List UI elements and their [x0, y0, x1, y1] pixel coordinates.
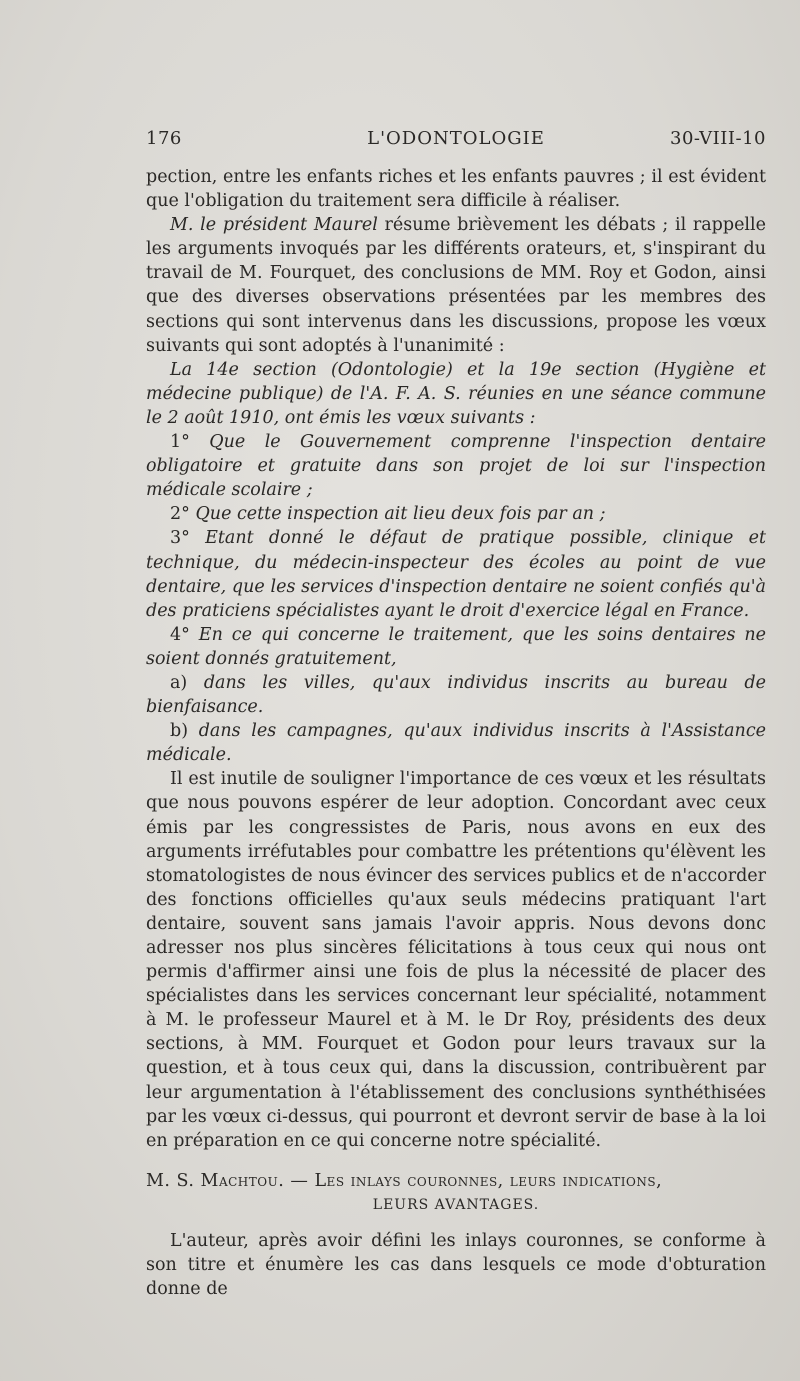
resolution-1 [146, 430, 766, 502]
resolution-intro: La 14e section (Odontologie) et la 19e section (Hygiène et médecine publique) de l'A. F. A. S. réunies en une séance commune le 2 août 1910, ont émis les vœux suivants : [146, 359, 766, 428]
resolution-4a [146, 671, 766, 719]
resolution-4b-label: b) [170, 721, 189, 742]
resolution-3-text: Etant donné le défaut de pratique possible, clinique et technique, du médecin-inspecteur des écoles au point de vue dentaire, que les services d'inspection dentaire ne soient confiés qu'à des praticiens spécialistes ayant le droit d'exercice légal en France. [146, 528, 766, 621]
resolution-3-number: 3° [170, 528, 190, 549]
resolution-1-text: Que le Gouvernement comprenne l'inspection dentaire obligatoire et gratuite dans son projet de loi sur l'inspection médicale scolaire ; [146, 432, 766, 501]
resolution-4 [146, 623, 766, 671]
page-number: 176 [146, 128, 182, 149]
resolution-1-number: 1° [170, 432, 190, 453]
paragraph-commentary: Il est inutile de souligner l'importance de ces vœux et les résultats que nous pouvons espérer de leur adoption. Concordant avec ceux émis par les congressistes de Paris, nous avons en eux des arguments irréfutables pour combattre les prétentions qu'élèvent les stomatologistes de nous évincer des services publics et de n'accorder des fonctions officielles qu'aux seuls médecins pratiquant l'art dentaire, souvent sans jamais l'avoir appris. Nous devons donc adresser nos plus sincères félicitations à tous ceux qui nous ont permis d'affirmer ainsi une fois de plus la nécessité de placer des spécialistes dans les services concernant leur spécialité, notamment à M. le professeur Maurel et à M. le Dr Roy, présidents des deux sections, à MM. Fourquet et Godon pour leurs travaux sur la question, et à tous ceux qui, dans la discussion, contribuèrent par leur argumentation à l'établissement des conclusions synthéthisées par les vœux ci-dessus, qui pourront et devront servir de base à la loi en préparation en ce qui concerne notre spécialité. [146, 769, 766, 1151]
resolution-3 [146, 526, 766, 622]
paragraph-final: L'auteur, après avoir défini les inlays couronnes, se conforme à son titre et énumère les cas dans lesquels ce mode d'obturation donne de [146, 1231, 766, 1300]
running-header [146, 128, 766, 154]
resolution-2-text: Que cette inspection ait lieu deux fois par an ; [189, 504, 606, 525]
issue-date: 30-VIII-10 [670, 128, 766, 149]
resolution-4-text: En ce qui concerne le traitement, que les soins dentaires ne soient donnés gratuitement, [146, 624, 766, 669]
paragraph-2 [146, 213, 766, 358]
resolution-2-number: 2° [170, 504, 190, 525]
resolution-4a-label: a) [170, 672, 188, 693]
section-subtitle: LEURS AVANTAGES. [372, 1196, 540, 1213]
resolution-2 [146, 502, 766, 526]
paragraph-1: pection, entre les enfants riches et les enfants pauvres ; il est évident que l'obligation du traitement sera difficile à réaliser. [146, 167, 766, 212]
section-title: Les inlays couronnes, leurs indications, [314, 1170, 663, 1191]
paragraph-2-text: résume brièvement les débats ; il rappelle les arguments invoqués par les différents orateurs, et, s'inspirant du travail de M. Fourquet, des conclusions de MM. Roy et Godon, ainsi que des diverses observations présentées par les membres des sections qui sont intervenus dans les discussions, propose les vœux suivants qui sont adoptés à l'unanimité : [146, 215, 766, 356]
resolution-4a-text: dans les villes, qu'aux individus inscrits au bureau de bienfaisance. [146, 672, 766, 718]
resolution-4b [146, 719, 766, 767]
section-heading [146, 1169, 766, 1193]
resolution-4-number: 4° [170, 624, 190, 645]
section-author: M. S. Machtou. [146, 1170, 285, 1191]
journal-title: L'ODONTOLOGIE [367, 128, 545, 149]
paragraph-2-lead: M. le président Maurel [170, 215, 378, 236]
page-body [146, 165, 766, 1301]
section-dash: — [284, 1170, 315, 1191]
resolution-4b-text: dans les campagnes, qu'aux individus inscrits à l'Assistance médicale. [146, 721, 766, 766]
